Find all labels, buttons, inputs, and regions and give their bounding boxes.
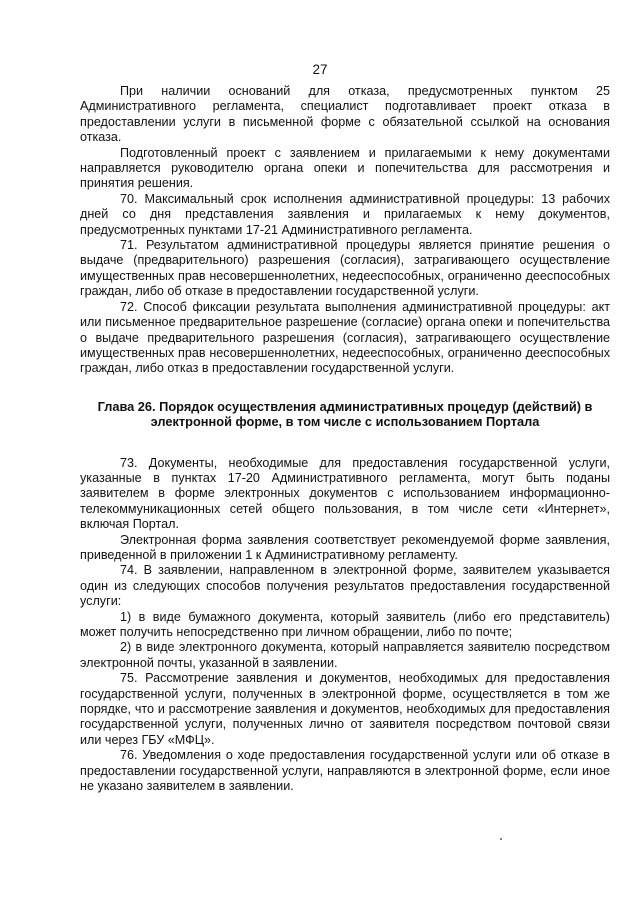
paragraph: Электронная форма заявления соответствует рекомендуемой форме заявления, приведенной в приложении 1 к Административному регламенту. [80, 532, 610, 562]
paragraph: При наличии оснований для отказа, предусмотренных пунктом 25 Административного регламента, специалист подготавливает проект отказа в предоставлении услуги в письменной форме с обязательной ссылкой на основания отказа. [80, 84, 610, 145]
paragraph: 76. Уведомления о ходе предоставления государственной услуги или об отказе в предоставлении государственной услуги, направляются в электронной форме, если иное не указано заявителем в заявлении. [80, 748, 610, 794]
paragraph: 74. В заявлении, направленном в электронной форме, заявителем указывается один из следующих способов получения результатов предоставления государственной услуги: [80, 563, 610, 609]
paragraph: 72. Способ фиксации результата выполнения административной процедуры: акт или письменное предварительное разрешение (согласие) органа опеки и попечительства о выдаче предварительного разрешения (согласия), затрагивающего осуществление имущественных прав несовершеннолетних, недееспособных, ограниченно дееспособных граждан, либо отказ в предоставлении государственной услуги. [80, 299, 610, 376]
paragraph: 71. Результатом административной процедуры является принятие решения о выдаче (предварительного) разрешения (согласия), затрагивающего осуществление имущественных прав несовершеннолетних, недееспособных, ограниченно дееспособных граждан, либо об отказе в предоставлении государственной услуги. [80, 238, 610, 299]
list-item: 1) в виде бумажного документа, который заявитель (либо его представитель) может получить непосредственно при личном обращении, либо по почте; [80, 609, 610, 639]
scan-speck [500, 838, 502, 840]
list-item: 2) в виде электронного документа, который направляется заявителю посредством электронной почты, указанной в заявлении. [80, 640, 610, 670]
page-number: 27 [312, 62, 328, 77]
paragraph: 75. Рассмотрение заявления и документов, необходимых для предоставления государственной услуги, полученных в электронной форме, осуществляется в том же порядке, что и рассмотрение заявления и документов, необходимых для предоставления государственной услуги, полученных лично от заявителя посредством почтовой связи или через ГБУ «МФЦ». [80, 671, 610, 747]
paragraph: 70. Максимальный срок исполнения административной процедуры: 13 рабочих дней со дня представления заявления и прилагаемых к нему документов, предусмотренных пунктами 17-21 Административного регламента. [80, 191, 610, 237]
chapter-heading: Глава 26. Порядок осуществления административных процедур (действий) в электронной форме, в том числе с использованием Портала [97, 398, 593, 430]
document-body [80, 84, 610, 794]
paragraph: Подготовленный проект с заявлением и прилагаемыми к нему документами направляется руководителю органа опеки и попечительства для рассмотрения и принятия решения. [80, 145, 610, 191]
paragraph: 73. Документы, необходимые для предоставления государственной услуги, указанные в пунктах 17-20 Административного регламента, могут быть поданы заявителем в форме электронных документов с использованием информационно-телекоммуникационных сетей общего пользования, в том числе сети «Интернет», включая Портал. [80, 455, 610, 532]
